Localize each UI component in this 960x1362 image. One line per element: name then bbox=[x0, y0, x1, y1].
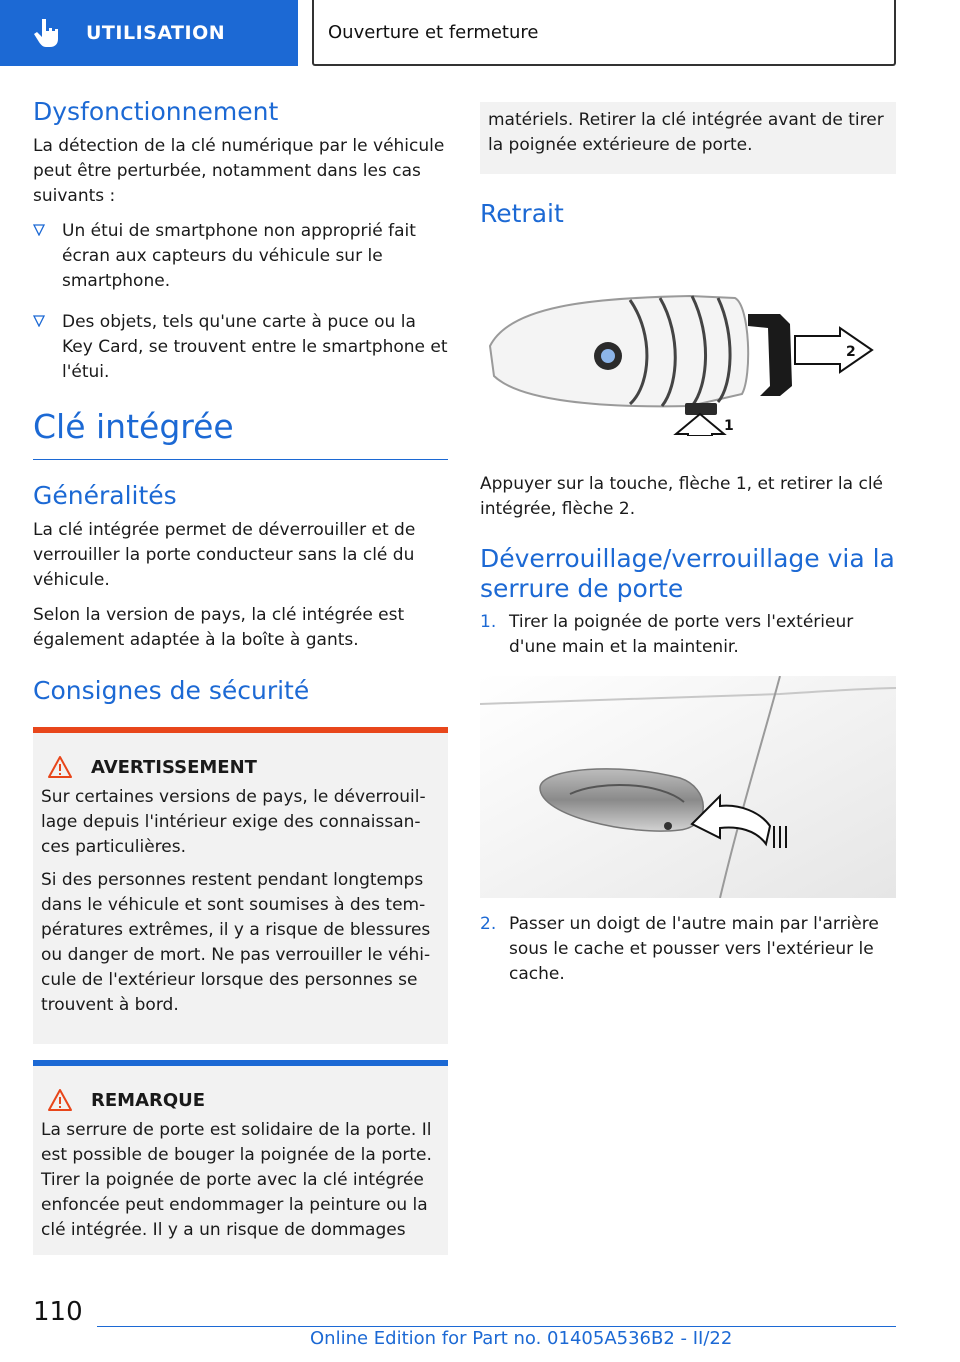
generalites-paragraph-2: Selon la version de pays, la clé intégrée est également adaptée à la boîte à gants. bbox=[33, 605, 405, 650]
list-item: 2. Passer un doigt de l'autre main par l'arrière sous le cache et pousser vers l'extérieur le cache. bbox=[480, 914, 879, 984]
generalites-paragraph-1: La clé intégrée permet de déverrouiller et de verrouiller la porte conducteur sans la clé du véhicule. bbox=[33, 520, 416, 590]
dysfonctionnement-heading: Dysfonctionnement bbox=[33, 97, 279, 126]
chapter-title: Ouverture et fermeture bbox=[328, 21, 539, 43]
section-title: UTILISATION bbox=[86, 22, 226, 44]
triangle-bullet-icon bbox=[33, 224, 45, 236]
arrow-label-2: 2 bbox=[846, 344, 856, 360]
warning-paragraph-2: Si des personnes restent pendant longtemps dans le véhicule et sont soumises à des températures extrêmes, il y a risque de blessures ou danger de mort. Ne pas verrouiller le véhicule de l'extérieur lorsque des personnes se trouvent à bord. bbox=[41, 870, 431, 1015]
dysfonctionnement-list bbox=[33, 219, 448, 385]
note-label: REMARQUE bbox=[91, 1089, 206, 1111]
hand-pointer-icon bbox=[28, 15, 64, 51]
consignes-securite-heading: Consignes de sécurité bbox=[33, 676, 310, 705]
retrait-heading: Retrait bbox=[480, 199, 564, 228]
section-tab bbox=[0, 0, 298, 66]
serrure-heading: Déverrouillage/verrouillage via la serrure de porte bbox=[480, 544, 895, 603]
generalites-heading: Généralités bbox=[33, 481, 177, 510]
warning-box bbox=[33, 727, 448, 1044]
list-item: Un étui de smartphone non approprié fait écran aux capteurs du véhicule sur le smartphone. bbox=[33, 219, 448, 294]
warning-triangle-icon bbox=[47, 755, 73, 779]
list-item: Des objets, tels qu'une carte à puce ou la Key Card, se trouvent entre le smartphone et l'étui. bbox=[33, 310, 448, 385]
note-continuation bbox=[480, 102, 896, 174]
warning-paragraph-1: Sur certaines versions de pays, le déverrouillage depuis l'intérieur exige des connaissances particulières. bbox=[41, 787, 426, 857]
page-header bbox=[0, 0, 960, 66]
footer-divider bbox=[97, 1326, 896, 1327]
steps-list bbox=[480, 610, 896, 660]
chapter-box bbox=[312, 0, 896, 66]
steps-list-continued bbox=[480, 912, 896, 987]
list-item: 1. Tirer la poignée de porte vers l'extérieur d'une main et la maintenir. bbox=[480, 612, 854, 657]
note-box bbox=[33, 1060, 448, 1255]
warning-label: AVERTISSEMENT bbox=[91, 756, 257, 778]
left-column bbox=[33, 96, 448, 1255]
right-column bbox=[480, 102, 896, 997]
dysfonctionnement-intro: La détection de la clé numérique par le véhicule peut être perturbée, notamment dans les cas suivants : bbox=[33, 136, 445, 206]
note-continuation-text: matériels. Retirer la clé intégrée avant de tirer la poignée extérieure de porte. bbox=[488, 110, 884, 155]
key-removal-illustration bbox=[480, 236, 896, 436]
arrow-label-1: 1 bbox=[724, 418, 734, 434]
page-number: 110 bbox=[33, 1297, 83, 1327]
notice-triangle-icon bbox=[47, 1088, 73, 1112]
cle-integree-heading: Clé intégrée bbox=[33, 405, 448, 460]
retrait-paragraph: Appuyer sur la touche, flèche 1, et retirer la clé intégrée, flèche 2. bbox=[480, 474, 884, 519]
edition-info: Online Edition for Part no. 01405A536B2 - II/22 bbox=[310, 1328, 733, 1349]
door-handle-illustration bbox=[480, 676, 896, 898]
triangle-bullet-icon bbox=[33, 315, 45, 327]
note-paragraph-1: La serrure de porte est solidaire de la porte. Il est possible de bouger la poignée de la porte. Tirer la poignée de porte avec la clé intégrée enfoncée peut endommager la peinture ou la clé intégrée. Il y a un risque de dommages bbox=[41, 1120, 432, 1240]
